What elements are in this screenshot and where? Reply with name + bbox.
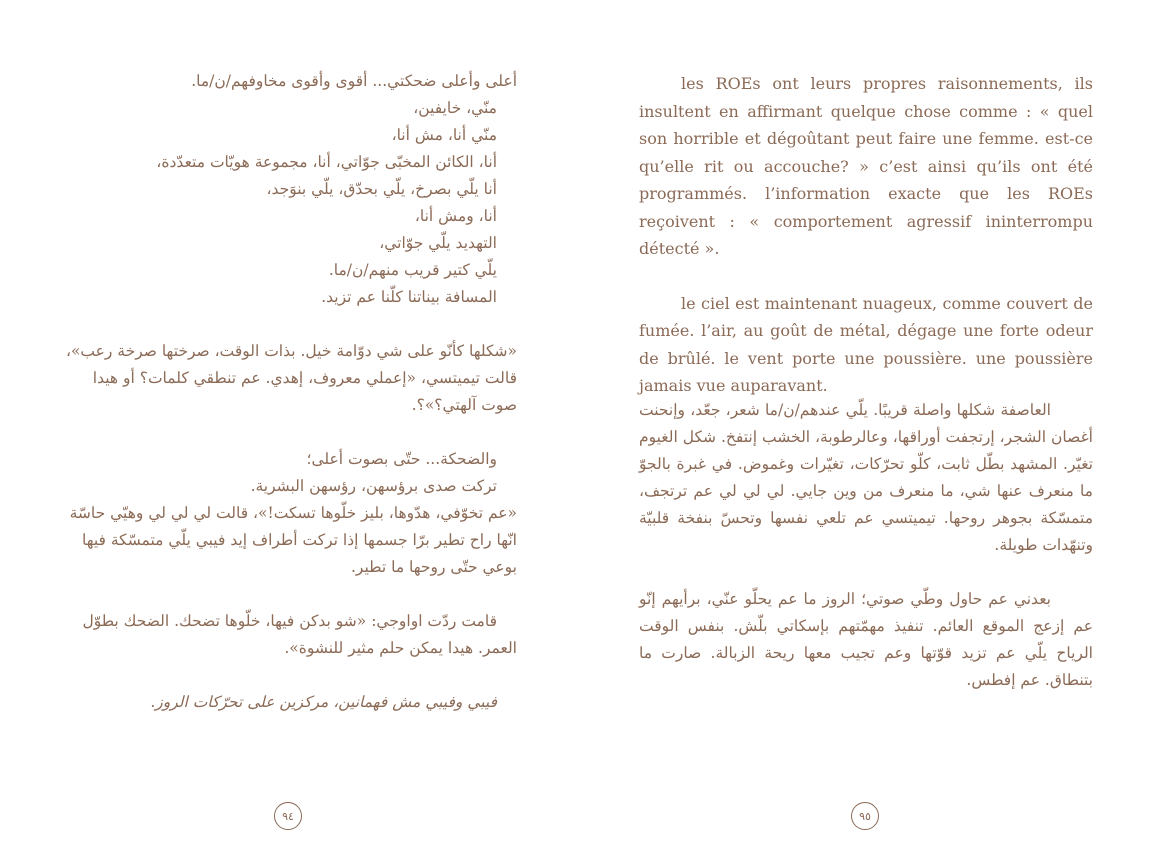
french-paragraph-2: le ciel est maintenant nuageux, comme couvert de fumée. l’air, au goût de métal, dégage une forte odeur de brûlé. le vent porte une poussière. une poussière jamais vue auparavant. (639, 293, 1093, 395)
closing-line: فيبي وفيبي مش فهمانين، مركزين على تحرّكات الروز. (150, 693, 497, 711)
paragraph-2: «عم تخوّفي، هدّوها، بليز خلّوها تسكت!»، قالت لي لي لي وهيّي حاسّة انّها راح تطير برّا جسمها إذا تركت أطراف إيد فيبي يلّي متمسّكة فيها بوعي حتّى روحها ما تطير. (69, 504, 517, 576)
poem-line: أعلى وأعلى ضحكتي... أقوى وأقوى مخاوفهم/ن/ما. (191, 72, 517, 90)
poem-line: منّي، خايفين، (413, 99, 497, 117)
french-paragraph-1: les ROEs ont leurs propres raisonnements, ils insultent en affirmant quelque chose comme : « quel son horrible et dégoûtant peut faire une femme. est-ce qu’elle rit ou accouche? » c’est ainsi qu’ils ont été programmés. l’information exacte que les ROEs reçoivent : « comportement agressif ininterrompu détecté ». (639, 74, 1093, 258)
poem-line: أنا، الكائن المخبّى جوّاتي، أنا، مجموعة هويّات متعدّدة، (156, 153, 497, 171)
poem-line: التهديد يلّي جوّاتي، (379, 234, 497, 252)
poem-line: يلّي كتير قريب منهم/ن/ما. (328, 261, 497, 279)
poem-line: أنا، ومش أنا، (414, 207, 497, 225)
verse-line: تركت صدى برؤسهن، رؤسهن البشرية. (250, 477, 497, 495)
poem-line: منّي أنا، مش أنا، (391, 126, 497, 144)
right-page-french-text (639, 70, 1093, 427)
page-number-badge: ٩٤ (274, 802, 302, 830)
poem-line: المسافة بيناتنا كلّنا عم تزيد. (321, 288, 497, 306)
right-page-arabic-text (639, 397, 1093, 721)
paragraph-1: «شكلها كأنّو على شي دوّامة خيل. بذات الوقت، صرختها صرخة رعب»، قالت تيميتسي، «إعملي معروف، إهدي. عم تنطقي كلمات؟ أو هيدا صوت آلهتي؟»؟. (65, 342, 517, 414)
right-page (577, 0, 1154, 857)
left-page-text (62, 68, 517, 716)
poem-line: أنا يلّي بصرخ، يلّي بحدّق، يلّي بنوَجد، (266, 180, 497, 198)
page-number-badge: ٩٥ (851, 802, 879, 830)
arabic-paragraph-1: العاصفة شكلها واصلة قريبًا. يلّي عندهم/ن/ما شعر، جعّد، وإنحنت أغصان الشجر، إرتجفت أوراقها، وعالرطوبة، الخشب إنتفخ. شكل الغيوم تغيّر. المشهد بطّل ثابت، كلّو تحرّكات، تغيّرات وغموض. في غبرة بالجوّ ما منعرف عنها شي، ما منعرف من وين جايي. لي لي لي عم ترتجف، متمسّكة بجوهر روحها. تيميتسي عم تلعي نفسها وتحسّ بنفخة قلبيّة وتنهّدات طويلة. (639, 401, 1093, 554)
verse-line: والضحكة... حتّى بصوت أعلى؛ (306, 450, 497, 468)
paragraph-3: قامت ردّت اواوجي: «شو بدكن فيها، خلّوها تضحك. الضحك بطوّل العمر. هيدا يمكن حلم مثير للنشوة». (82, 612, 517, 657)
arabic-paragraph-2: بعدني عم حاول وطّي صوتي؛ الروز ما عم يحلّو عنّي، برأيهم إنّو عم إزعج الموقع العائم. تنفيذ مهمّتهم بإسكاتي بلّش. بنفس الوقت الرياح يلّي عم تزيد قوّتها وعم تجيب معها ريحة الزبالة. صارت ما بتنطاق. عم إفطس. (639, 590, 1093, 689)
